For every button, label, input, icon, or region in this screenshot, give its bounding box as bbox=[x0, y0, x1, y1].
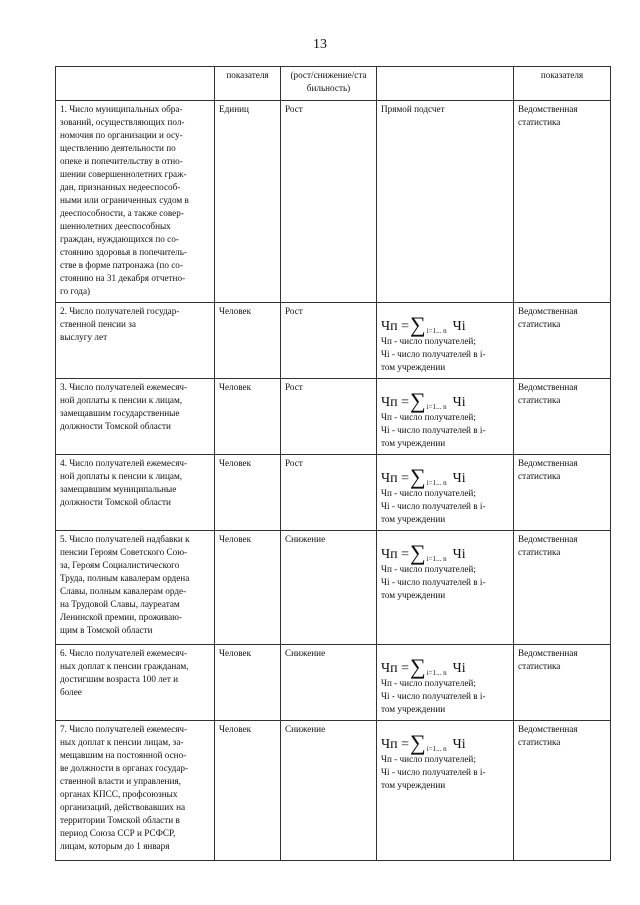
method-cell: Прямой подсчет bbox=[377, 101, 514, 303]
source-cell: Ведомственная статистика bbox=[514, 379, 611, 455]
sum-formula bbox=[381, 651, 509, 677]
source-cell: Ведомственная статистика bbox=[514, 721, 611, 861]
method-cell bbox=[377, 303, 514, 379]
source-cell: Ведомственная статистика bbox=[514, 531, 611, 645]
unit-cell: Человек bbox=[215, 721, 281, 861]
formula-lhs: Чп = bbox=[381, 319, 409, 334]
formula-lhs: Чп = bbox=[381, 737, 409, 752]
formula-note: Чп - число получателей; Чi - число получателей в i- том учреждении bbox=[381, 412, 486, 448]
indicators-table bbox=[55, 66, 611, 861]
unit-cell: Человек bbox=[215, 303, 281, 379]
indicator-cell: 5. Число получателей надбавки к пенсии Героям Советского Сою- за, Героям Социалистического Труда, полным кавалерам ордена Славы, полным кавалерам орде- на Трудовой Славы, лауреатам Ленинской премии, проживаю- щим в Томской области bbox=[56, 531, 215, 645]
header-cell-trend: (рост/снижение/ста бильность) bbox=[281, 67, 377, 101]
indicator-cell: 6. Число получателей ежемесяч- ных доплат к пенсии гражданам, достигшим возраста 100 лет и более bbox=[56, 645, 215, 721]
formula-lhs: Чп = bbox=[381, 547, 409, 562]
indicator-cell: 4. Число получателей ежемесяч- ной доплаты к пенсии к лицам, замещавшим муниципальные должности Томской области bbox=[56, 455, 215, 531]
table-row bbox=[56, 531, 611, 645]
sigma-symbol: ∑ bbox=[410, 388, 426, 413]
sum-index: i=1... n bbox=[426, 479, 447, 487]
source-cell: Ведомственная статистика bbox=[514, 303, 611, 379]
sum-formula bbox=[381, 309, 509, 335]
source-cell: Ведомственная статистика bbox=[514, 101, 611, 303]
header-cell-method bbox=[377, 67, 514, 101]
unit-cell: Человек bbox=[215, 379, 281, 455]
source-cell: Ведомственная статистика bbox=[514, 645, 611, 721]
indicator-cell: 3. Число получателей ежемесяч- ной доплаты к пенсии к лицам, замещавшим государственные должности Томской области bbox=[56, 379, 215, 455]
formula-rhs: Чi bbox=[452, 471, 466, 486]
sigma-symbol: ∑ bbox=[410, 654, 426, 679]
formula-note: Чп - число получателей; Чi - число получателей в i- том учреждении bbox=[381, 564, 486, 600]
table-row bbox=[56, 303, 611, 379]
formula-rhs: Чi bbox=[452, 661, 466, 676]
trend-cell: Рост bbox=[281, 303, 377, 379]
formula-note: Чп - число получателей; Чi - число получателей в i- том учреждении bbox=[381, 754, 486, 790]
indicator-cell: 7. Число получателей ежемесяч- ных доплат к пенсии лицам, за- мещавшим на постоянной осно- ве должности в органах государ- ственной власти и управления, органах КПСС, профсоюзных организаций, действовавших на территории Томской области в период Союза ССР и РСФСР, лицам, которым до 1 января bbox=[56, 721, 215, 861]
sigma-symbol: ∑ bbox=[410, 464, 426, 489]
sigma-symbol: ∑ bbox=[410, 312, 426, 337]
trend-cell: Снижение bbox=[281, 531, 377, 645]
formula-rhs: Чi bbox=[452, 395, 466, 410]
method-cell bbox=[377, 379, 514, 455]
header-cell-unit: показателя bbox=[215, 67, 281, 101]
unit-cell: Человек bbox=[215, 531, 281, 645]
unit-cell: Человек bbox=[215, 645, 281, 721]
formula-note: Чп - число получателей; Чi - число получателей в i- том учреждении bbox=[381, 336, 486, 372]
sum-formula bbox=[381, 537, 509, 563]
trend-cell: Рост bbox=[281, 101, 377, 303]
unit-cell: Человек bbox=[215, 455, 281, 531]
sigma-symbol: ∑ bbox=[410, 730, 426, 755]
sum-formula bbox=[381, 727, 509, 753]
method-cell bbox=[377, 645, 514, 721]
trend-cell: Снижение bbox=[281, 645, 377, 721]
sum-index: i=1... n bbox=[426, 745, 447, 753]
table-row bbox=[56, 101, 611, 303]
header-cell-source: показателя bbox=[514, 67, 611, 101]
page-number: 13 bbox=[313, 37, 327, 52]
sum-index: i=1... n bbox=[426, 403, 447, 411]
method-cell bbox=[377, 721, 514, 861]
table-row bbox=[56, 721, 611, 861]
sum-formula bbox=[381, 385, 509, 411]
formula-note: Чп - число получателей; Чi - число получателей в i- том учреждении bbox=[381, 678, 486, 714]
sigma-symbol: ∑ bbox=[410, 540, 426, 565]
indicator-cell: 2. Число получателей государ- ственной пенсии за выслугу лет bbox=[56, 303, 215, 379]
unit-cell: Единиц bbox=[215, 101, 281, 303]
formula-note: Чп - число получателей; Чi - число получателей в i- том учреждении bbox=[381, 488, 486, 524]
sum-formula bbox=[381, 461, 509, 487]
trend-cell: Рост bbox=[281, 455, 377, 531]
formula-rhs: Чi bbox=[452, 547, 466, 562]
table-header-row bbox=[56, 67, 611, 101]
formula-lhs: Чп = bbox=[381, 395, 409, 410]
sum-index: i=1... n bbox=[426, 669, 447, 677]
indicator-cell: 1. Число муниципальных обра- зований, осуществляющих пол- номочия по организации и осу- ществлению деятельности по опеке и попечительству в отно- шении совершеннолетних граж- дан, признанных недееспособ- ными или ограниченных судом в дееспособности, а также совер- шеннолетних дееспособных граждан, нуждающихся по со- стоянию здоровья в попечитель- стве в форме патронажа (по со- стоянию на 31 декабря отчетно- го года) bbox=[56, 101, 215, 303]
table-row bbox=[56, 379, 611, 455]
source-cell: Ведомственная статистика bbox=[514, 455, 611, 531]
method-cell bbox=[377, 531, 514, 645]
method-cell bbox=[377, 455, 514, 531]
formula-rhs: Чi bbox=[452, 319, 466, 334]
table-row bbox=[56, 645, 611, 721]
header-cell-indicator bbox=[56, 67, 215, 101]
trend-cell: Снижение bbox=[281, 721, 377, 861]
table-row bbox=[56, 455, 611, 531]
formula-lhs: Чп = bbox=[381, 661, 409, 676]
trend-cell: Рост bbox=[281, 379, 377, 455]
sum-index: i=1... n bbox=[426, 327, 447, 335]
formula-rhs: Чi bbox=[452, 737, 466, 752]
formula-lhs: Чп = bbox=[381, 471, 409, 486]
sum-index: i=1... n bbox=[426, 555, 447, 563]
